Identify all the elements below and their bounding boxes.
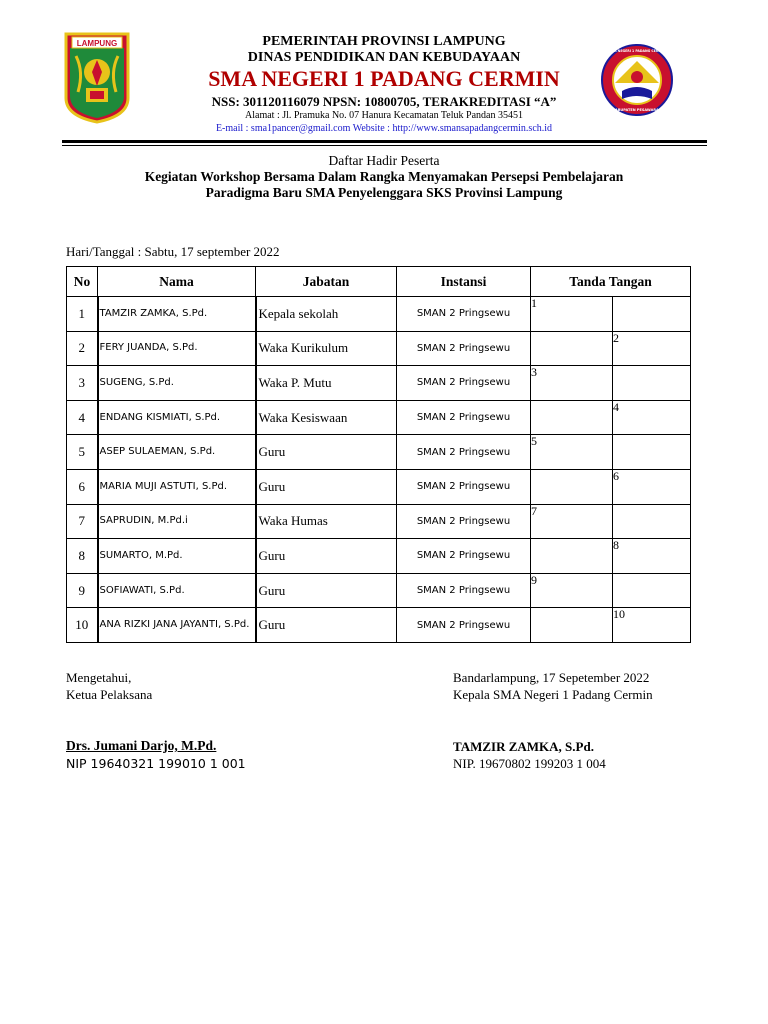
cell-no: 1 [67,297,98,332]
cell-jabatan: Waka Kurikulum [256,331,397,366]
table-header-row [67,267,691,297]
cell-signature-left [531,608,613,643]
cell-jabatan: Guru [256,539,397,574]
cell-signature-left [531,331,613,366]
table-row [67,504,691,539]
cell-instansi: SMAN 2 Pringsewu [397,573,531,608]
cell-signature-left: 3 [531,366,613,401]
cell-signature-left [531,400,613,435]
cell-signature-right: 6 [613,469,691,504]
cell-jabatan: Kepala sekolah [256,297,397,332]
cell-jabatan: Guru [256,573,397,608]
lampung-logo-text: LAMPUNG [76,39,118,48]
cell-nama: FERY JUANDA, S.Pd. [98,331,256,366]
table-row [67,469,691,504]
cell-nama: SAPRUDIN, M.Pd.i [98,504,256,539]
cell-signature-right [613,504,691,539]
cell-no: 7 [67,504,98,539]
footer-right-role: Kepala SMA Negeri 1 Padang Cermin [453,687,653,702]
cell-jabatan: Waka P. Mutu [256,366,397,401]
cell-instansi: SMAN 2 Pringsewu [397,504,531,539]
table-row [67,331,691,366]
cell-jabatan: Waka Humas [256,504,397,539]
school-logo-text-top: SMA NEGERI 1 PADANG CERMIN [608,49,666,53]
cell-instansi: SMAN 2 Pringsewu [397,435,531,470]
cell-nama: MARIA MUJI ASTUTI, S.Pd. [98,469,256,504]
attendance-table-body [67,297,691,643]
footer-left-role: Ketua Pelaksana [66,687,153,702]
cell-no: 9 [67,573,98,608]
cell-nama: ANA RIZKI JANA JAYANTI, S.Pd. [98,608,256,643]
footer-left-nip: NIP 19640321 199010 1 001 [66,756,246,771]
cell-signature-left [531,469,613,504]
header-tanda-tangan: Tanda Tangan [531,267,691,297]
document-subtitle-line1: Kegiatan Workshop Bersama Dalam Rangka Menyamakan Persepsi Pembelajaran [144,169,624,184]
cell-signature-right [613,297,691,332]
cell-instansi: SMAN 2 Pringsewu [397,366,531,401]
letterhead-rule-thick [62,140,707,143]
document-subtitle-line2: Paradigma Baru SMA Penyelenggara SKS Provinsi Lampung [205,185,563,200]
cell-no: 6 [67,469,98,504]
letterhead-department: DINAS PENDIDIKAN DAN KEBUDAYAAN [247,50,521,65]
cell-no: 4 [67,400,98,435]
cell-nama: ENDANG KISMIATI, S.Pd. [98,400,256,435]
cell-no: 2 [67,331,98,366]
cell-nama: SUMARTO, M.Pd. [98,539,256,574]
cell-nama: ASEP SULAEMAN, S.Pd. [98,435,256,470]
cell-signature-right: 10 [613,608,691,643]
cell-signature-left: 7 [531,504,613,539]
letterhead-province: PEMERINTAH PROVINSI LAMPUNG [262,34,506,49]
cell-jabatan: Guru [256,435,397,470]
cell-nama: TAMZIR ZAMKA, S.Pd. [98,297,256,332]
school-logo-text-bottom: KABUPATEN PESAWARAN [612,108,662,112]
cell-no: 8 [67,539,98,574]
cell-instansi: SMAN 2 Pringsewu [397,297,531,332]
table-row [67,573,691,608]
table-row [67,366,691,401]
header-jabatan: Jabatan [256,267,397,297]
header-instansi: Instansi [397,267,531,297]
letterhead-school-name: SMA NEGERI 1 PADANG CERMIN [208,66,560,91]
cell-nama: SOFIAWATI, S.Pd. [98,573,256,608]
footer-right-signatory-name: TAMZIR ZAMKA, S.Pd. [453,739,594,754]
footer-left-signatory-name: Drs. Jumani Darjo, M.Pd. [66,738,217,753]
cell-no: 3 [67,366,98,401]
cell-signature-right: 2 [613,331,691,366]
cell-instansi: SMAN 2 Pringsewu [397,331,531,366]
cell-signature-right [613,435,691,470]
header-no: No [67,267,98,297]
table-row [67,435,691,470]
table-row [67,608,691,643]
footer-right-nip: NIP. 19670802 199203 1 004 [453,756,606,771]
cell-nama: SUGENG, S.Pd. [98,366,256,401]
table-row [67,539,691,574]
table-row [67,400,691,435]
letterhead-address: Alamat : Jl. Pramuka No. 07 Hanura Kecamatan Teluk Pandan 35451 [245,110,523,121]
cell-signature-right [613,573,691,608]
cell-instansi: SMAN 2 Pringsewu [397,608,531,643]
cell-signature-left [531,539,613,574]
cell-signature-left: 5 [531,435,613,470]
cell-jabatan: Guru [256,469,397,504]
letterhead-rule-thin [62,145,707,146]
cell-instansi: SMAN 2 Pringsewu [397,400,531,435]
header-nama: Nama [98,267,256,297]
footer-right-place-date: Bandarlampung, 17 Sepetember 2022 [453,670,650,685]
letterhead-ids: NSS: 301120116079 NPSN: 10800705, TERAKREDITASI “A” [211,94,557,109]
cell-instansi: SMAN 2 Pringsewu [397,469,531,504]
cell-instansi: SMAN 2 Pringsewu [397,539,531,574]
date-line: Hari/Tanggal : Sabtu, 17 september 2022 [66,244,280,259]
cell-signature-right: 8 [613,539,691,574]
table-row [67,297,691,332]
cell-no: 5 [67,435,98,470]
footer-left-acknowledged: Mengetahui, [66,670,132,685]
cell-signature-right: 4 [613,400,691,435]
cell-signature-right [613,366,691,401]
cell-no: 10 [67,608,98,643]
cell-jabatan: Waka Kesiswaan [256,400,397,435]
document-title: Daftar Hadir Peserta [328,153,440,168]
cell-signature-left: 9 [531,573,613,608]
cell-signature-left: 1 [531,297,613,332]
cell-jabatan: Guru [256,608,397,643]
attendance-table [66,266,691,643]
letterhead-contact: E-mail : sma1pancer@gmail.com Website : http://www.smansapadangcermin.sch.id [215,123,553,134]
